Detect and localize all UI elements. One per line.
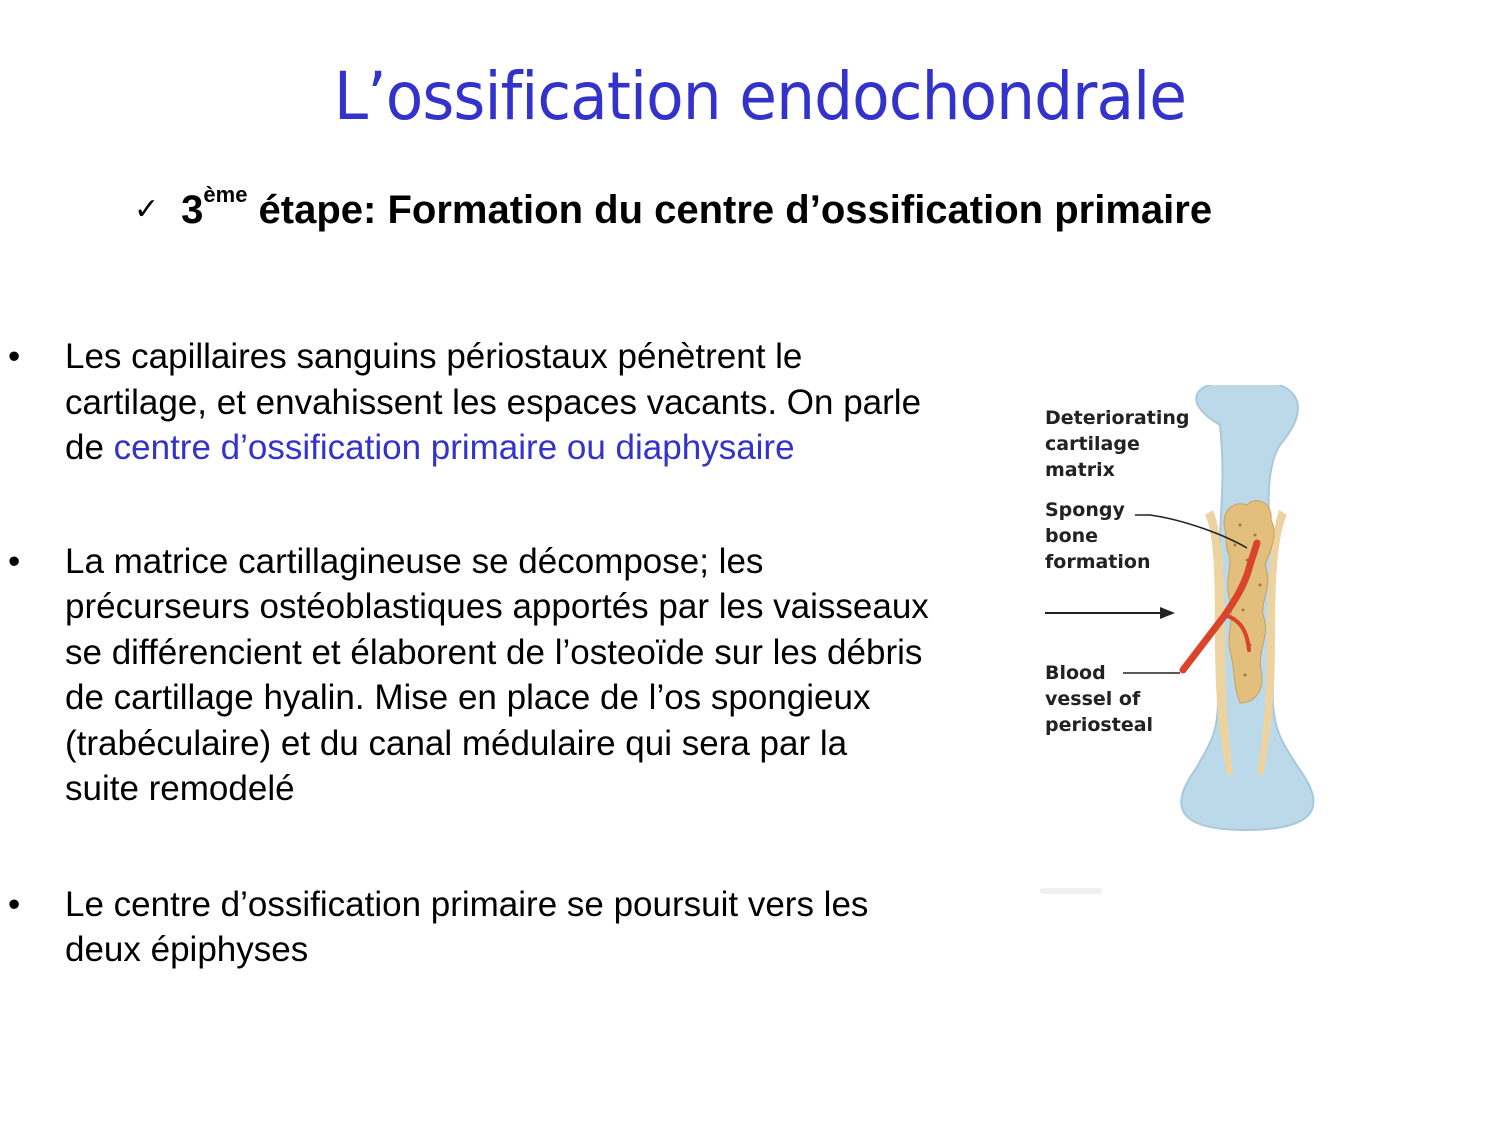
bullet-item [0,882,930,973]
label-blood-vessel: Blood vessel of periosteal [1045,662,1154,736]
step-text: étape: Formation du centre d’ossification primaire [247,188,1213,232]
label-spongy-bone: Spongy bone formation [1045,499,1151,573]
step-number: 3 [181,188,204,232]
bullet-icon: • [8,541,21,581]
bullet-text: La matrice cartillagineuse se décompose; les précurseurs ostéoblastiques apportés par les vaisseaux se différencient et élaborent de l’osteoïde sur les débris de cartillage hyalin. Mise en place de l’os spongieux (trabéculaire) et du canal médulaire qui sera par la suite remodelé [65,541,929,808]
checkmark-icon: ✓ [134,192,160,227]
bullet-item [0,539,930,812]
bullet-list [0,334,930,973]
bullet-icon: • [8,337,21,376]
bullet-item [0,334,930,471]
label-deteriorating-cartilage: Deteriorating cartilage matrix [1045,407,1190,481]
bullet-text: Les capillaires sanguins périostaux pénètrent le cartilage, et envahissent les espaces vacants. On parle de [65,337,922,467]
bone-diagram [1035,385,1435,905]
bullet-icon: • [8,884,21,924]
slide-title: L’ossification endochondrale [333,58,1187,135]
bullet-text: Le centre d’ossification primaire se poursuit vers les deux épiphyses [65,884,869,969]
faint-watermark [1040,888,1102,894]
highlighted-term: centre d’ossification primaire ou diaphysaire [113,428,795,467]
step-suffix: ème [203,182,248,207]
step-heading [134,182,1213,233]
